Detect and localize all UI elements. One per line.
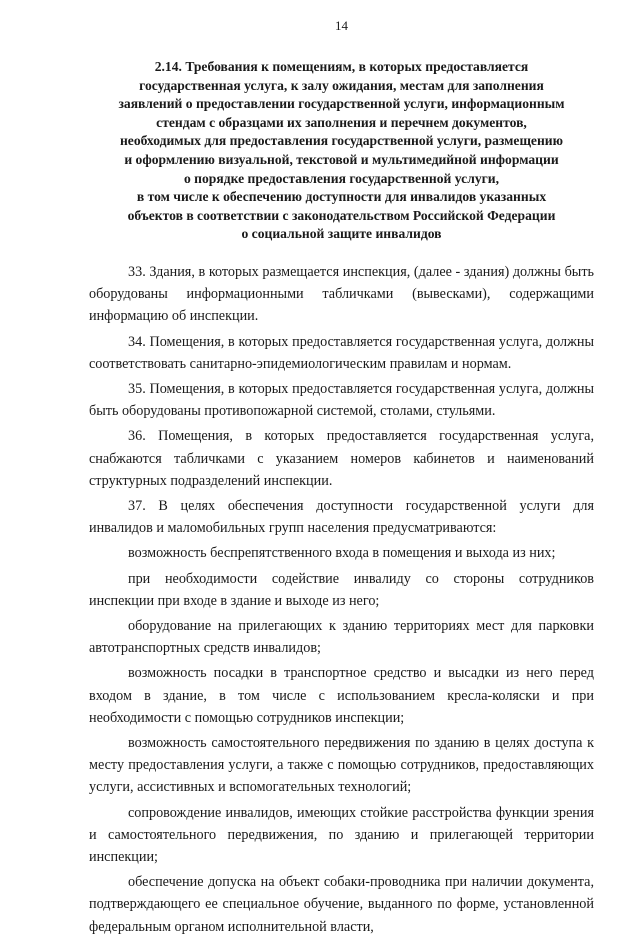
paragraph-36: 36. Помещения, в которых предоставляется государственная услуга, снабжаются табличками с указанием номеров кабинетов и наименований структурных подразделений инспекции. — [89, 428, 594, 489]
section-heading — [89, 58, 594, 244]
paragraph-33: 33. Здания, в которых размещается инспекция, (далее - здания) должны быть оборудованы информационными табличками (вывесками), содержащими информацию об инспекции. — [89, 263, 594, 325]
list-item: оборудование на прилегающих к зданию территориях мест для парковки автотранспортных средств инвалидов; — [89, 617, 594, 657]
list-item: при необходимости содействие инвалиду со стороны сотрудников инспекции при входе в здание и выходе из него; — [89, 570, 594, 609]
heading-line: о социальной защите инвалидов — [241, 226, 442, 242]
heading-line: в том числе к обеспечению доступности для инвалидов указанных — [136, 189, 547, 205]
heading-line: и оформлению визуальной, текстовой и мультимедийной информации — [124, 151, 559, 167]
list-item: обеспечение допуска на объект собаки-проводника при наличии документа, подтверждающего ее специальное обучение, выданного по форме, установленной федеральным органом исполнительной власти, — [89, 874, 594, 935]
paragraph-35: 35. Помещения, в которых предоставляется государственная услуга, должны быть оборудованы противопожарной системой, столами, стульями. — [89, 380, 594, 420]
heading-line: стендам с образцами их заполнения и перечнем документов, — [156, 114, 527, 130]
heading-line: 2.14. Требования к помещениям, в которых предоставляется — [154, 59, 529, 74]
list-item: сопровождение инвалидов, имеющих стойкие расстройства функции зрения и самостоятельного передвижения, по зданию и прилегающей территории инспекции; — [89, 804, 594, 866]
heading-line: необходимых для предоставления государственной услуги, размещению — [119, 133, 564, 149]
heading-line: заявлений о предоставлении государственной услуги, информационным — [118, 96, 565, 112]
heading-line: объектов в соответствии с законодательством Российской Федерации — [127, 207, 556, 223]
heading-line: о порядке предоставления государственной услуги, — [183, 170, 500, 186]
paragraph-34: 34. Помещения, в которых предоставляется государственная услуга, должны соответствовать санитарно-эпидемиологическим правилам и нормам. — [89, 333, 594, 372]
body-text — [89, 261, 594, 938]
list-item: возможность беспрепятственного входа в помещения и выхода из них; — [128, 545, 556, 562]
list-item: возможность самостоятельного передвижения по зданию в целях доступа к месту предоставления услуги, а также с помощью сотрудников, предоставляющих услуги, ассистивных и вспомогательных технологий; — [89, 735, 594, 796]
list-item: возможность посадки в транспортное средство и высадки из него перед входом в здание, в том числе с использованием кресла-коляски и при необходимости с помощью сотрудников инспекции; — [89, 665, 594, 726]
paragraph-37: 37. В целях обеспечения доступности государственной услуги для инвалидов и маломобильных групп населения предусматриваются: — [89, 497, 594, 537]
page-number: 14 — [335, 18, 348, 33]
heading-line: государственная услуга, к залу ожидания, местам для заполнения — [139, 77, 544, 93]
